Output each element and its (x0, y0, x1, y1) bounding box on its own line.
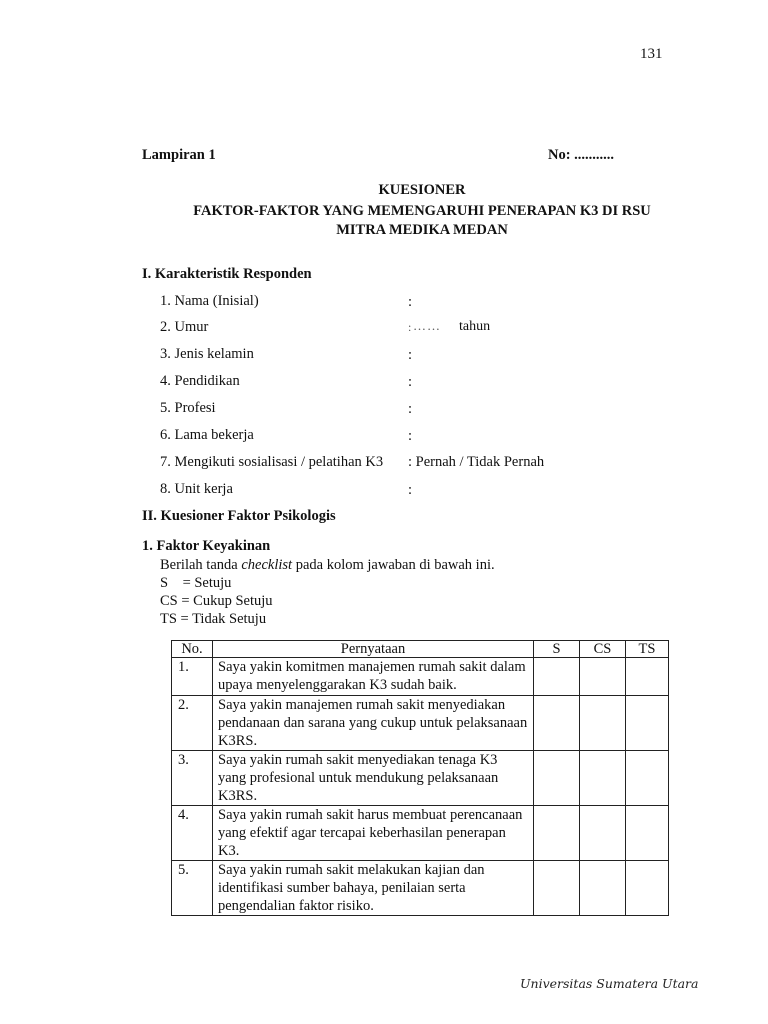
answer-cell-s[interactable] (534, 806, 580, 861)
answer-cell-cs[interactable] (580, 806, 626, 861)
field-label-lama-bekerja: 6. Lama bekerja (160, 427, 254, 443)
answer-cell-cs[interactable] (580, 696, 626, 751)
field-value-sosialisasi: : Pernah / Tidak Pernah (408, 454, 545, 470)
legend-ts: TS = Tidak Setuju (160, 611, 267, 627)
legend-s: S = Setuju (160, 575, 232, 591)
university-footer: Universitas Sumatera Utara (520, 976, 699, 991)
header-s: S (534, 641, 580, 658)
answer-cell-s[interactable] (534, 696, 580, 751)
row-number: 4. (172, 806, 213, 861)
page-number: 131 (640, 46, 663, 62)
answer-cell-cs[interactable] (580, 658, 626, 696)
table-row (172, 696, 669, 751)
table-row (172, 806, 669, 861)
field-label-jenis-kelamin: 3. Jenis kelamin (160, 346, 254, 362)
answer-cell-ts[interactable] (626, 806, 669, 861)
field-value-nama: : (408, 294, 413, 310)
row-number: 5. (172, 861, 213, 916)
faktor-keyakinan-title: 1. Faktor Keyakinan (142, 538, 271, 554)
header-pernyataan: Pernyataan (213, 641, 534, 658)
umur-dots: …… (413, 318, 441, 333)
section-2-title: II. Kuesioner Faktor Psikologis (142, 508, 336, 524)
document-title: KUESIONER (378, 182, 466, 198)
field-value-jenis-kelamin: : (408, 347, 413, 363)
instruction-before: Berilah tanda (160, 557, 242, 573)
answer-cell-ts[interactable] (626, 696, 669, 751)
row-number: 1. (172, 658, 213, 696)
header-no: No. (172, 641, 213, 658)
row-statement: Saya yakin manajemen rumah sakit menyediakan pendanaan dan sarana yang cukup untuk pelaksanaan K3RS. (213, 696, 534, 751)
field-value-profesi: : (408, 401, 413, 417)
field-label-unit-kerja: 8. Unit kerja (160, 481, 233, 497)
row-statement: Saya yakin rumah sakit melakukan kajian dan identifikasi sumber bahaya, penilaian serta pengendalian faktor risiko. (213, 861, 534, 916)
field-label-umur: 2. Umur (160, 319, 209, 335)
header-ts: TS (626, 641, 669, 658)
table-row (172, 861, 669, 916)
legend-cs: CS = Cukup Setuju (160, 593, 273, 609)
document-subtitle-line1: FAKTOR-FAKTOR YANG MEMENGARUHI PENERAPAN K3 DI RSU (193, 203, 651, 219)
questionnaire-table (171, 640, 669, 916)
answer-cell-cs[interactable] (580, 751, 626, 806)
umur-unit: tahun (459, 319, 491, 334)
field-label-pendidikan: 4. Pendidikan (160, 373, 240, 389)
row-statement: Saya yakin rumah sakit harus membuat perencanaan yang efektif agar tercapai keberhasilan penerapan K3. (213, 806, 534, 861)
answer-cell-ts[interactable] (626, 658, 669, 696)
field-value-pendidikan: : (408, 374, 413, 390)
field-value-unit-kerja: : (408, 482, 413, 498)
questionnaire-number: No: ........... (548, 147, 615, 163)
table-row (172, 658, 669, 696)
answer-cell-s[interactable] (534, 861, 580, 916)
instruction-italic: checklist (241, 557, 293, 573)
row-statement: Saya yakin rumah sakit menyediakan tenaga K3 yang profesional untuk mendukung pelaksanaan K3RS. (213, 751, 534, 806)
field-value-lama-bekerja: : (408, 428, 413, 444)
field-label-nama: 1. Nama (Inisial) (160, 293, 259, 309)
field-value-umur: : (408, 320, 412, 334)
section-1-title: I. Karakteristik Responden (142, 266, 312, 282)
field-label-profesi: 5. Profesi (160, 400, 216, 416)
instruction-after: pada kolom jawaban di bawah ini. (292, 557, 495, 573)
field-label-sosialisasi: 7. Mengikuti sosialisasi / pelatihan K3 (160, 454, 384, 470)
answer-cell-ts[interactable] (626, 751, 669, 806)
row-statement: Saya yakin komitmen manajemen rumah sakit dalam upaya menyelenggarakan K3 sudah baik. (213, 658, 534, 696)
answer-cell-cs[interactable] (580, 861, 626, 916)
document-subtitle-line2: MITRA MEDIKA MEDAN (336, 222, 508, 238)
header-cs: CS (580, 641, 626, 658)
answer-cell-s[interactable] (534, 751, 580, 806)
table-row (172, 751, 669, 806)
row-number: 3. (172, 751, 213, 806)
table-header-row (172, 641, 669, 658)
row-number: 2. (172, 696, 213, 751)
lampiran-label: Lampiran 1 (142, 147, 216, 163)
instruction-text (160, 557, 495, 574)
answer-cell-s[interactable] (534, 658, 580, 696)
answer-cell-ts[interactable] (626, 861, 669, 916)
